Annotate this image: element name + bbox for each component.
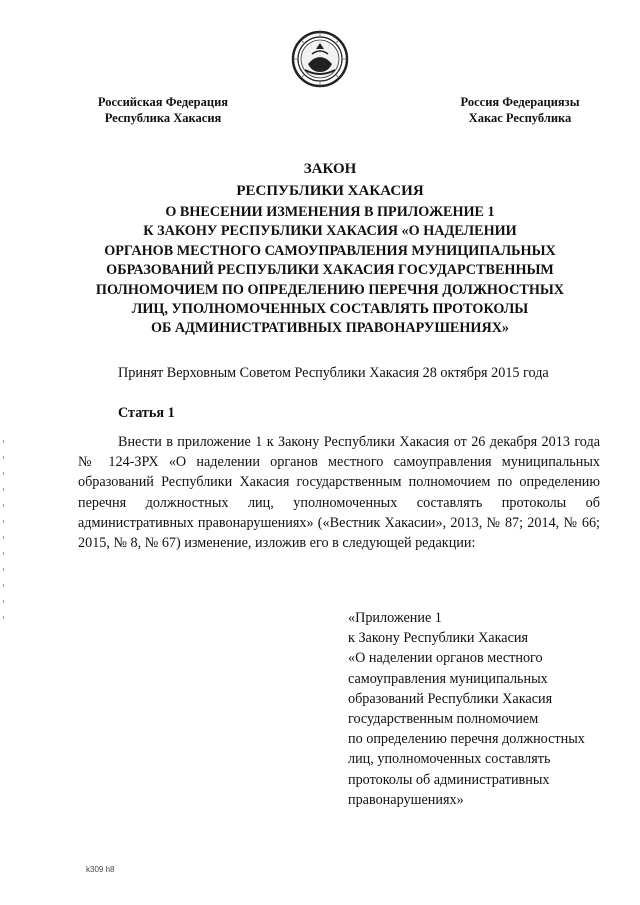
appendix-line: протоколы об административных	[348, 771, 550, 788]
header-left-block	[78, 94, 248, 126]
appendix-line: лиц, уполномоченных составлять	[348, 751, 551, 768]
appendix-line: «О наделении органов местного	[348, 650, 543, 667]
adoption-note: Принят Верховным Советом Республики Хакасия 28 октября 2015 года	[118, 365, 549, 381]
header-left-line: Российская Федерация	[97, 95, 229, 109]
subject-line: ОРГАНОВ МЕСТНОГО САМОУПРАВЛЕНИЯ МУНИЦИПАЛЬНЫХ	[104, 242, 556, 259]
appendix-line: государственным полномочием	[348, 711, 539, 728]
khakassia-coat-of-arms-icon	[291, 30, 349, 88]
appendix-line: правонарушениях»	[348, 791, 464, 808]
appendix-line: самоуправления муниципальных	[348, 670, 548, 687]
appendix-block	[348, 608, 618, 810]
article-body: Внести в приложение 1 к Закону Республики Хакасия от 26 декабря 2013 года № 124-ЗРХ «О наделении органов местного самоуправления муниципальных образований Республики Хакасия государственным полномочием по определению перечня должностных лиц, уполномоченных составлять протоколы об административных правонарушениях» («Вестник Хакасии», 2013, № 87; 2014, № 66; 2015, № 8, № 67) изменение, изложив его в следующей редакции:	[78, 434, 600, 552]
appendix-line: «Приложение 1	[348, 610, 442, 626]
header-right-block	[440, 94, 600, 126]
subject-line: ОБ АДМИНИСТРАТИВНЫХ ПРАВОНАРУШЕНИЯХ»	[150, 320, 510, 337]
header-left-line: Республика Хакасия	[104, 111, 222, 125]
law-subject	[60, 203, 600, 339]
header-right-line: Хакас Республика	[468, 111, 572, 125]
subject-line: ПОЛНОМОЧИЕМ ПО ОПРЕДЕЛЕНИЮ ПЕРЕЧНЯ ДОЛЖНОСТНЫХ	[95, 281, 565, 298]
law-type: ЗАКОН	[303, 161, 357, 177]
law-issuer: РЕСПУБЛИКИ ХАКАСИЯ	[236, 183, 424, 199]
subject-line: О ВНЕСЕНИИ ИЗМЕНЕНИЯ В ПРИЛОЖЕНИЕ 1	[165, 204, 495, 220]
appendix-line: образований Республики Хакасия	[348, 690, 553, 707]
appendix-line: к Закону Республики Хакасия	[348, 630, 528, 647]
subject-line: К ЗАКОНУ РЕСПУБЛИКИ ХАКАСИЯ «О НАДЕЛЕНИИ	[143, 223, 517, 240]
article-heading: Статья 1	[118, 405, 175, 421]
header-right-line: Россия Федерациязы	[460, 95, 580, 109]
appendix-line: по определению перечня должностных	[348, 731, 585, 748]
subject-line: ЛИЦ, УПОЛНОМОЧЕННЫХ СОСТАВЛЯТЬ ПРОТОКОЛЫ	[131, 301, 529, 318]
law-title	[60, 158, 600, 202]
document-code: k309 h8	[86, 865, 115, 874]
subject-line: ОБРАЗОВАНИЙ РЕСПУБЛИКИ ХАКАСИЯ ГОСУДАРСТВЕННЫМ	[106, 262, 554, 279]
scan-margin-marks	[3, 440, 5, 640]
